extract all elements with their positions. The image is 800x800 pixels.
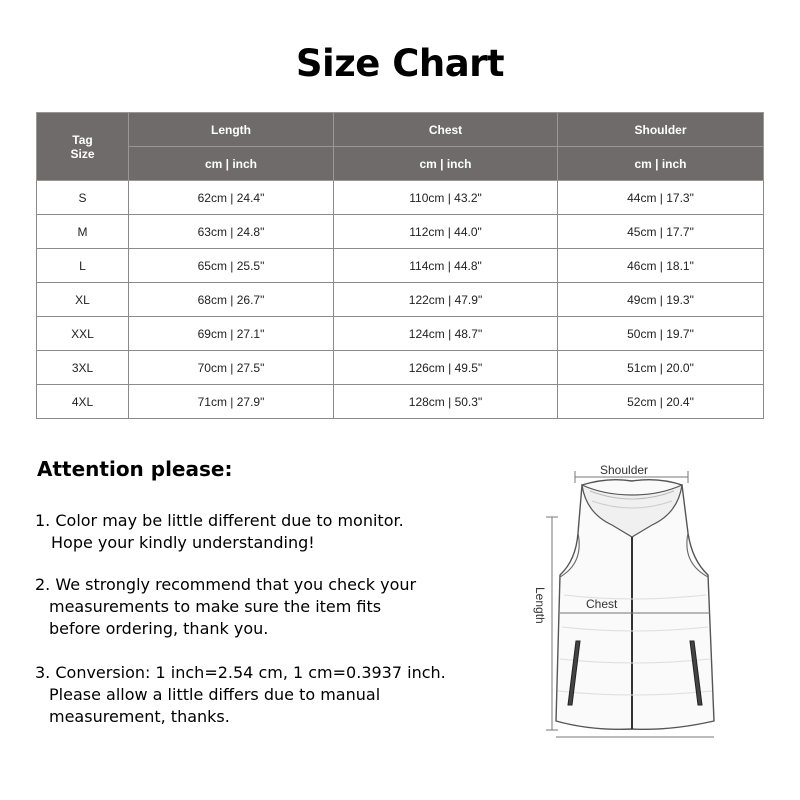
note-line: 2. We strongly recommend that you check your — [35, 575, 417, 594]
chest-unit: cm | inch — [334, 147, 558, 181]
tag-size-header — [37, 113, 129, 181]
length-cell: 62cm | 24.4" — [129, 181, 334, 215]
vest-measurement-diagram — [520, 455, 760, 745]
size-table — [36, 112, 764, 419]
length-cell: 63cm | 24.8" — [129, 215, 334, 249]
note-line: Hope your kindly understanding! — [51, 533, 315, 552]
shoulder-cell: 44cm | 17.3" — [558, 181, 764, 215]
table-row — [37, 317, 764, 351]
size-label: Size — [70, 146, 95, 161]
shoulder-cell: 52cm | 20.4" — [558, 385, 764, 419]
note-conversion — [35, 662, 446, 728]
shoulder-label: Shoulder — [600, 463, 649, 477]
shoulder-cell: 45cm | 17.7" — [558, 215, 764, 249]
chest-label: Chest — [586, 597, 618, 611]
attention-title: Attention please: — [37, 457, 233, 481]
table-row — [37, 181, 764, 215]
length-cell: 68cm | 26.7" — [129, 283, 334, 317]
note-recommend — [35, 574, 416, 640]
note-line: Please allow a little differs due to manual — [49, 685, 381, 704]
size-cell: XXL — [37, 317, 129, 351]
shoulder-cell: 50cm | 19.7" — [558, 317, 764, 351]
chest-cell: 112cm | 44.0" — [334, 215, 558, 249]
note-line: 3. Conversion: 1 inch=2.54 cm, 1 cm=0.3937 inch. — [35, 663, 446, 682]
shoulder-cell: 51cm | 20.0" — [558, 351, 764, 385]
length-cell: 69cm | 27.1" — [129, 317, 334, 351]
shoulder-cell: 46cm | 18.1" — [558, 249, 764, 283]
shoulder-header: Shoulder — [558, 113, 764, 147]
length-unit: cm | inch — [129, 147, 334, 181]
note-line: measurement, thanks. — [49, 707, 230, 726]
shoulder-unit: cm | inch — [558, 147, 764, 181]
page-title: Size Chart — [295, 42, 505, 85]
size-cell: M — [37, 215, 129, 249]
length-cell: 70cm | 27.5" — [129, 351, 334, 385]
length-label: Length — [533, 587, 547, 624]
table-row — [37, 215, 764, 249]
size-cell: 4XL — [37, 385, 129, 419]
tag-label: Tag — [72, 132, 93, 147]
note-color — [35, 510, 404, 554]
table-row — [37, 351, 764, 385]
length-cell: 71cm | 27.9" — [129, 385, 334, 419]
chest-cell: 110cm | 43.2" — [334, 181, 558, 215]
size-cell: S — [37, 181, 129, 215]
note-line: before ordering, thank you. — [49, 619, 269, 638]
size-cell: XL — [37, 283, 129, 317]
table-row — [37, 283, 764, 317]
size-cell: L — [37, 249, 129, 283]
size-cell: 3XL — [37, 351, 129, 385]
chest-cell: 122cm | 47.9" — [334, 283, 558, 317]
length-header: Length — [129, 113, 334, 147]
shoulder-cell: 49cm | 19.3" — [558, 283, 764, 317]
length-cell: 65cm | 25.5" — [129, 249, 334, 283]
table-row — [37, 385, 764, 419]
chest-header: Chest — [334, 113, 558, 147]
chest-cell: 126cm | 49.5" — [334, 351, 558, 385]
note-line: measurements to make sure the item fits — [49, 597, 382, 616]
table-row — [37, 249, 764, 283]
chest-cell: 124cm | 48.7" — [334, 317, 558, 351]
chest-cell: 128cm | 50.3" — [334, 385, 558, 419]
chest-cell: 114cm | 44.8" — [334, 249, 558, 283]
note-line: 1. Color may be little different due to monitor. — [35, 511, 404, 530]
